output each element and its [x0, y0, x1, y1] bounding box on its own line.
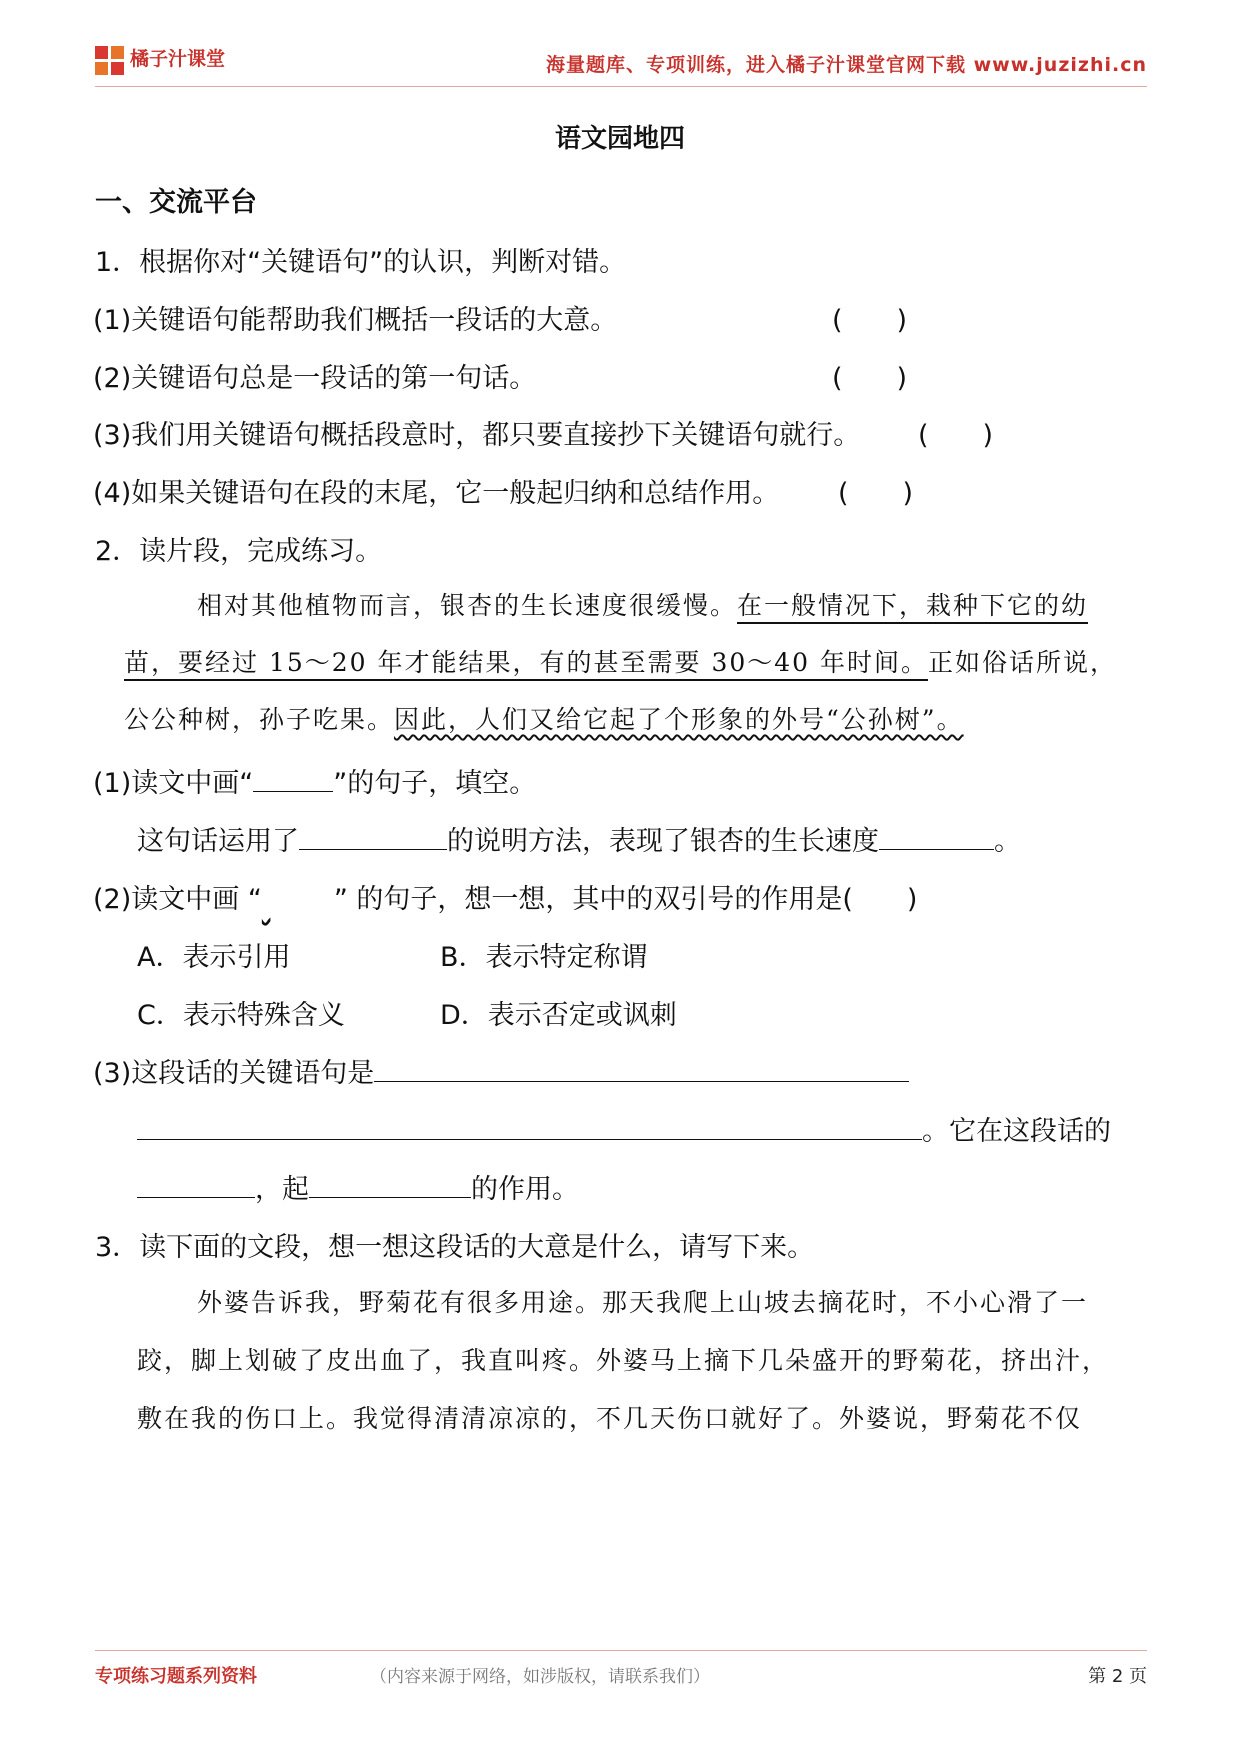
answer-blank-method[interactable] — [299, 821, 447, 850]
answer-blank-function[interactable] — [309, 1169, 471, 1198]
fill-text: 的说明方法，表现了银杏的生长速度 — [447, 826, 879, 857]
q1-item-2: (2)关键语句总是一段话的第一句话。 — [93, 363, 537, 394]
passage-line-3 — [124, 700, 964, 736]
question-2-stem: 2．读片段，完成练习。 — [95, 536, 383, 567]
q2-sub-1-text: (1)读文中画“ — [93, 768, 254, 799]
q2-sub-2-text-end: ” 的句子，想一想，其中的双引号的作用是( ) — [333, 884, 918, 915]
passage-line-2 — [124, 643, 1117, 679]
q2-sub-3-text: 的作用。 — [471, 1174, 579, 1205]
q2-sub-3-text: ，起 — [255, 1174, 309, 1205]
q3-passage-line-1: 外婆告诉我，野菊花有很多用途。那天我爬上山坡去摘花时，不小心滑了一 — [197, 1288, 1089, 1317]
q2-sub-3-line-2 — [137, 1109, 1111, 1148]
wavy-marker — [262, 892, 334, 910]
header-tagline: 海量题库、专项训练，进入橘子汁课堂官网下载 www.juzizhi.cn — [546, 54, 1147, 76]
q2-sub-1-text-end: ”的句子，填空。 — [333, 768, 537, 799]
footer-copyright-note: （内容来源于网络，如涉版权，请联系我们） — [370, 1667, 710, 1687]
passage-line-1 — [197, 586, 1088, 622]
q1-answer-paren-2[interactable]: ( ) — [832, 363, 908, 394]
q2-sub-3 — [93, 1051, 909, 1090]
fill-text: 这句话运用了 — [137, 826, 299, 857]
q3-passage-line-2: 跤，脚上划破了皮出血了，我直叫疼。外婆马上摘下几朵盛开的野菊花，挤出汁， — [137, 1346, 1110, 1375]
q2-sub-3-line-3 — [137, 1167, 579, 1206]
page-prefix: 第 — [1088, 1666, 1107, 1687]
footer-divider — [95, 1650, 1147, 1651]
header-divider — [95, 86, 1147, 87]
passage-text: 公公种树，孙子吃果。 — [124, 705, 395, 734]
q2-sub-1-fill — [137, 819, 1021, 858]
page-number — [1088, 1662, 1147, 1688]
q2-sub-2-text: (2)读文中画 “ — [93, 884, 262, 915]
question-1-stem: 1．根据你对“关键语句”的认识，判断对错。 — [95, 247, 627, 278]
option-b[interactable]: B．表示特定称谓 — [440, 942, 648, 973]
q2-sub-1 — [93, 761, 536, 800]
logo-icon — [95, 46, 125, 76]
q1-item-1: (1)关键语句能帮助我们概括一段话的大意。 — [93, 305, 618, 336]
q1-answer-paren-1[interactable]: ( ) — [832, 305, 908, 336]
fill-text: 。 — [994, 826, 1021, 857]
footer-series-label: 专项练习题系列资料 — [95, 1666, 257, 1687]
answer-blank-position[interactable] — [137, 1169, 255, 1198]
q1-item-3: (3)我们用关键语句概括段意时，都只要直接抄下关键语句就行。 — [93, 420, 861, 451]
q2-sub-2 — [93, 877, 917, 916]
passage-text: 相对其他植物而言，银杏的生长速度很缓慢。 — [197, 591, 738, 620]
page-title: 语文园地四 — [554, 124, 685, 154]
answer-blank-key-sentence-cont[interactable] — [137, 1111, 922, 1140]
answer-blank-key-sentence[interactable] — [374, 1053, 909, 1082]
underline-marker — [253, 763, 333, 792]
wavy-underlined-sentence: 因此，人们又给它起了个形象的外号“公孙树”。 — [394, 705, 964, 734]
option-c[interactable]: C．表示特殊含义 — [137, 1000, 345, 1031]
q3-passage-line-3: 敷在我的伤口上。我觉得清清凉凉的，不几天伤口就好了。外婆说，野菊花不仅 — [137, 1404, 1083, 1433]
q2-sub-3-text: 。它在这段话的 — [922, 1116, 1111, 1147]
underlined-sentence: 在一般情况下，栽种下它的幼 — [737, 591, 1088, 624]
section-heading: 一、交流平台 — [95, 187, 257, 218]
answer-blank-speed[interactable] — [879, 821, 994, 850]
q1-answer-paren-4[interactable]: ( ) — [838, 478, 914, 509]
question-3-stem: 3．读下面的文段，想一想这段话的大意是什么，请写下来。 — [95, 1232, 815, 1263]
q1-item-4: (4)如果关键语句在段的末尾，它一般起归纳和总结作用。 — [93, 478, 780, 509]
option-d[interactable]: D．表示否定或讽刺 — [440, 1000, 677, 1031]
q1-answer-paren-3[interactable]: ( ) — [918, 420, 994, 451]
page-suffix: 页 — [1129, 1666, 1147, 1687]
q2-sub-3-text: (3)这段话的关键语句是 — [93, 1058, 375, 1089]
passage-text: 正如俗话所说， — [928, 648, 1118, 677]
page-number-value: 2 — [1111, 1666, 1124, 1687]
underlined-sentence-cont: 苗，要经过 15～20 年才能结果，有的甚至需要 30～40 年时间。 — [124, 648, 928, 681]
logo-text: 橘子汁课堂 — [130, 48, 226, 70]
option-a[interactable]: A．表示引用 — [137, 942, 291, 973]
